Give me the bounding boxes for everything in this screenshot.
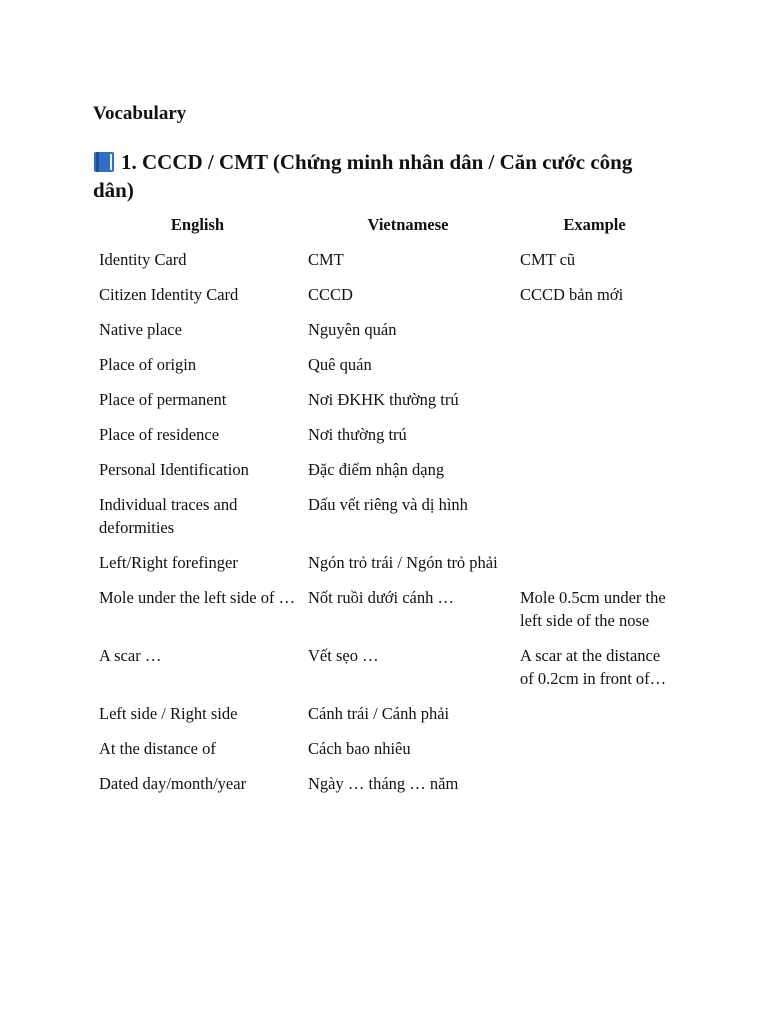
table-row (93, 580, 675, 638)
cell-vietnamese: Nốt ruồi dưới cánh … (308, 588, 454, 607)
cell-example (514, 731, 675, 766)
table-header-row (93, 207, 675, 242)
cell-vietnamese: Dấu vết riêng và dị hình (308, 495, 468, 514)
cell-example: CCCD bản mới (520, 285, 624, 304)
cell-english: At the distance of (99, 739, 216, 758)
cell-vietnamese: Nơi ĐKHK thường trú (308, 390, 459, 409)
cell-vietnamese: Ngày … tháng … năm (308, 774, 459, 793)
cell-vietnamese: CMT (308, 250, 344, 269)
cell-example (514, 452, 675, 487)
cell-example: Mole 0.5cm under the left side of the nose (520, 588, 666, 630)
cell-english: Place of residence (99, 425, 220, 444)
cell-example (514, 312, 675, 347)
cell-vietnamese: Nơi thường trú (308, 425, 407, 444)
section-heading (93, 148, 673, 204)
cell-example: CMT cũ (520, 250, 576, 269)
book-icon (93, 151, 115, 173)
cell-vietnamese: Quê quán (308, 355, 372, 374)
cell-example (514, 545, 675, 580)
cell-english: Place of origin (99, 355, 197, 374)
cell-example (514, 696, 675, 731)
section-title: 1. CCCD / CMT (Chứng minh nhân dân / Căn cước công dân) (93, 150, 633, 202)
table-row (93, 347, 675, 382)
cell-example (514, 417, 675, 452)
header-example: Example (563, 215, 626, 234)
cell-example: A scar at the distance of 0.2cm in front of… (520, 646, 667, 688)
cell-vietnamese: Ngón trỏ trái / Ngón trỏ phải (308, 553, 498, 572)
table-row (93, 312, 675, 347)
table-row (93, 277, 675, 312)
table-row (93, 452, 675, 487)
table-row (93, 545, 675, 580)
cell-vietnamese: Cánh trái / Cánh phải (308, 704, 450, 723)
cell-english: Identity Card (99, 250, 187, 269)
cell-english: Dated day/month/year (99, 774, 247, 793)
vocabulary-table (93, 207, 675, 801)
table-row (93, 382, 675, 417)
table-row (93, 487, 675, 545)
header-english: English (170, 215, 225, 234)
table-row (93, 638, 675, 696)
cell-example (514, 766, 675, 801)
cell-english: Left side / Right side (99, 704, 238, 723)
cell-english: Citizen Identity Card (99, 285, 239, 304)
cell-example (514, 382, 675, 417)
cell-example (514, 487, 675, 545)
table-row (93, 242, 675, 277)
table-row (93, 766, 675, 801)
cell-english: Native place (99, 320, 182, 339)
table-row (93, 731, 675, 766)
table-row (93, 417, 675, 452)
cell-vietnamese: Nguyên quán (308, 320, 397, 339)
cell-english: Left/Right forefinger (99, 553, 238, 572)
cell-vietnamese: Cách bao nhiêu (308, 739, 411, 758)
header-vietnamese: Vietnamese (367, 215, 449, 234)
cell-example (514, 347, 675, 382)
cell-english: Personal Identification (99, 460, 249, 479)
cell-vietnamese: Vết sẹo … (308, 646, 379, 665)
cell-vietnamese: Đặc điểm nhận dạng (308, 460, 445, 479)
cell-english: A scar … (99, 646, 162, 665)
cell-vietnamese: CCCD (308, 285, 353, 304)
cell-english: Individual traces and deformities (99, 495, 238, 537)
cell-english: Place of permanent (99, 390, 227, 409)
table-row (93, 696, 675, 731)
cell-english: Mole under the left side of … (99, 588, 296, 607)
document-label: Vocabulary (93, 103, 187, 124)
